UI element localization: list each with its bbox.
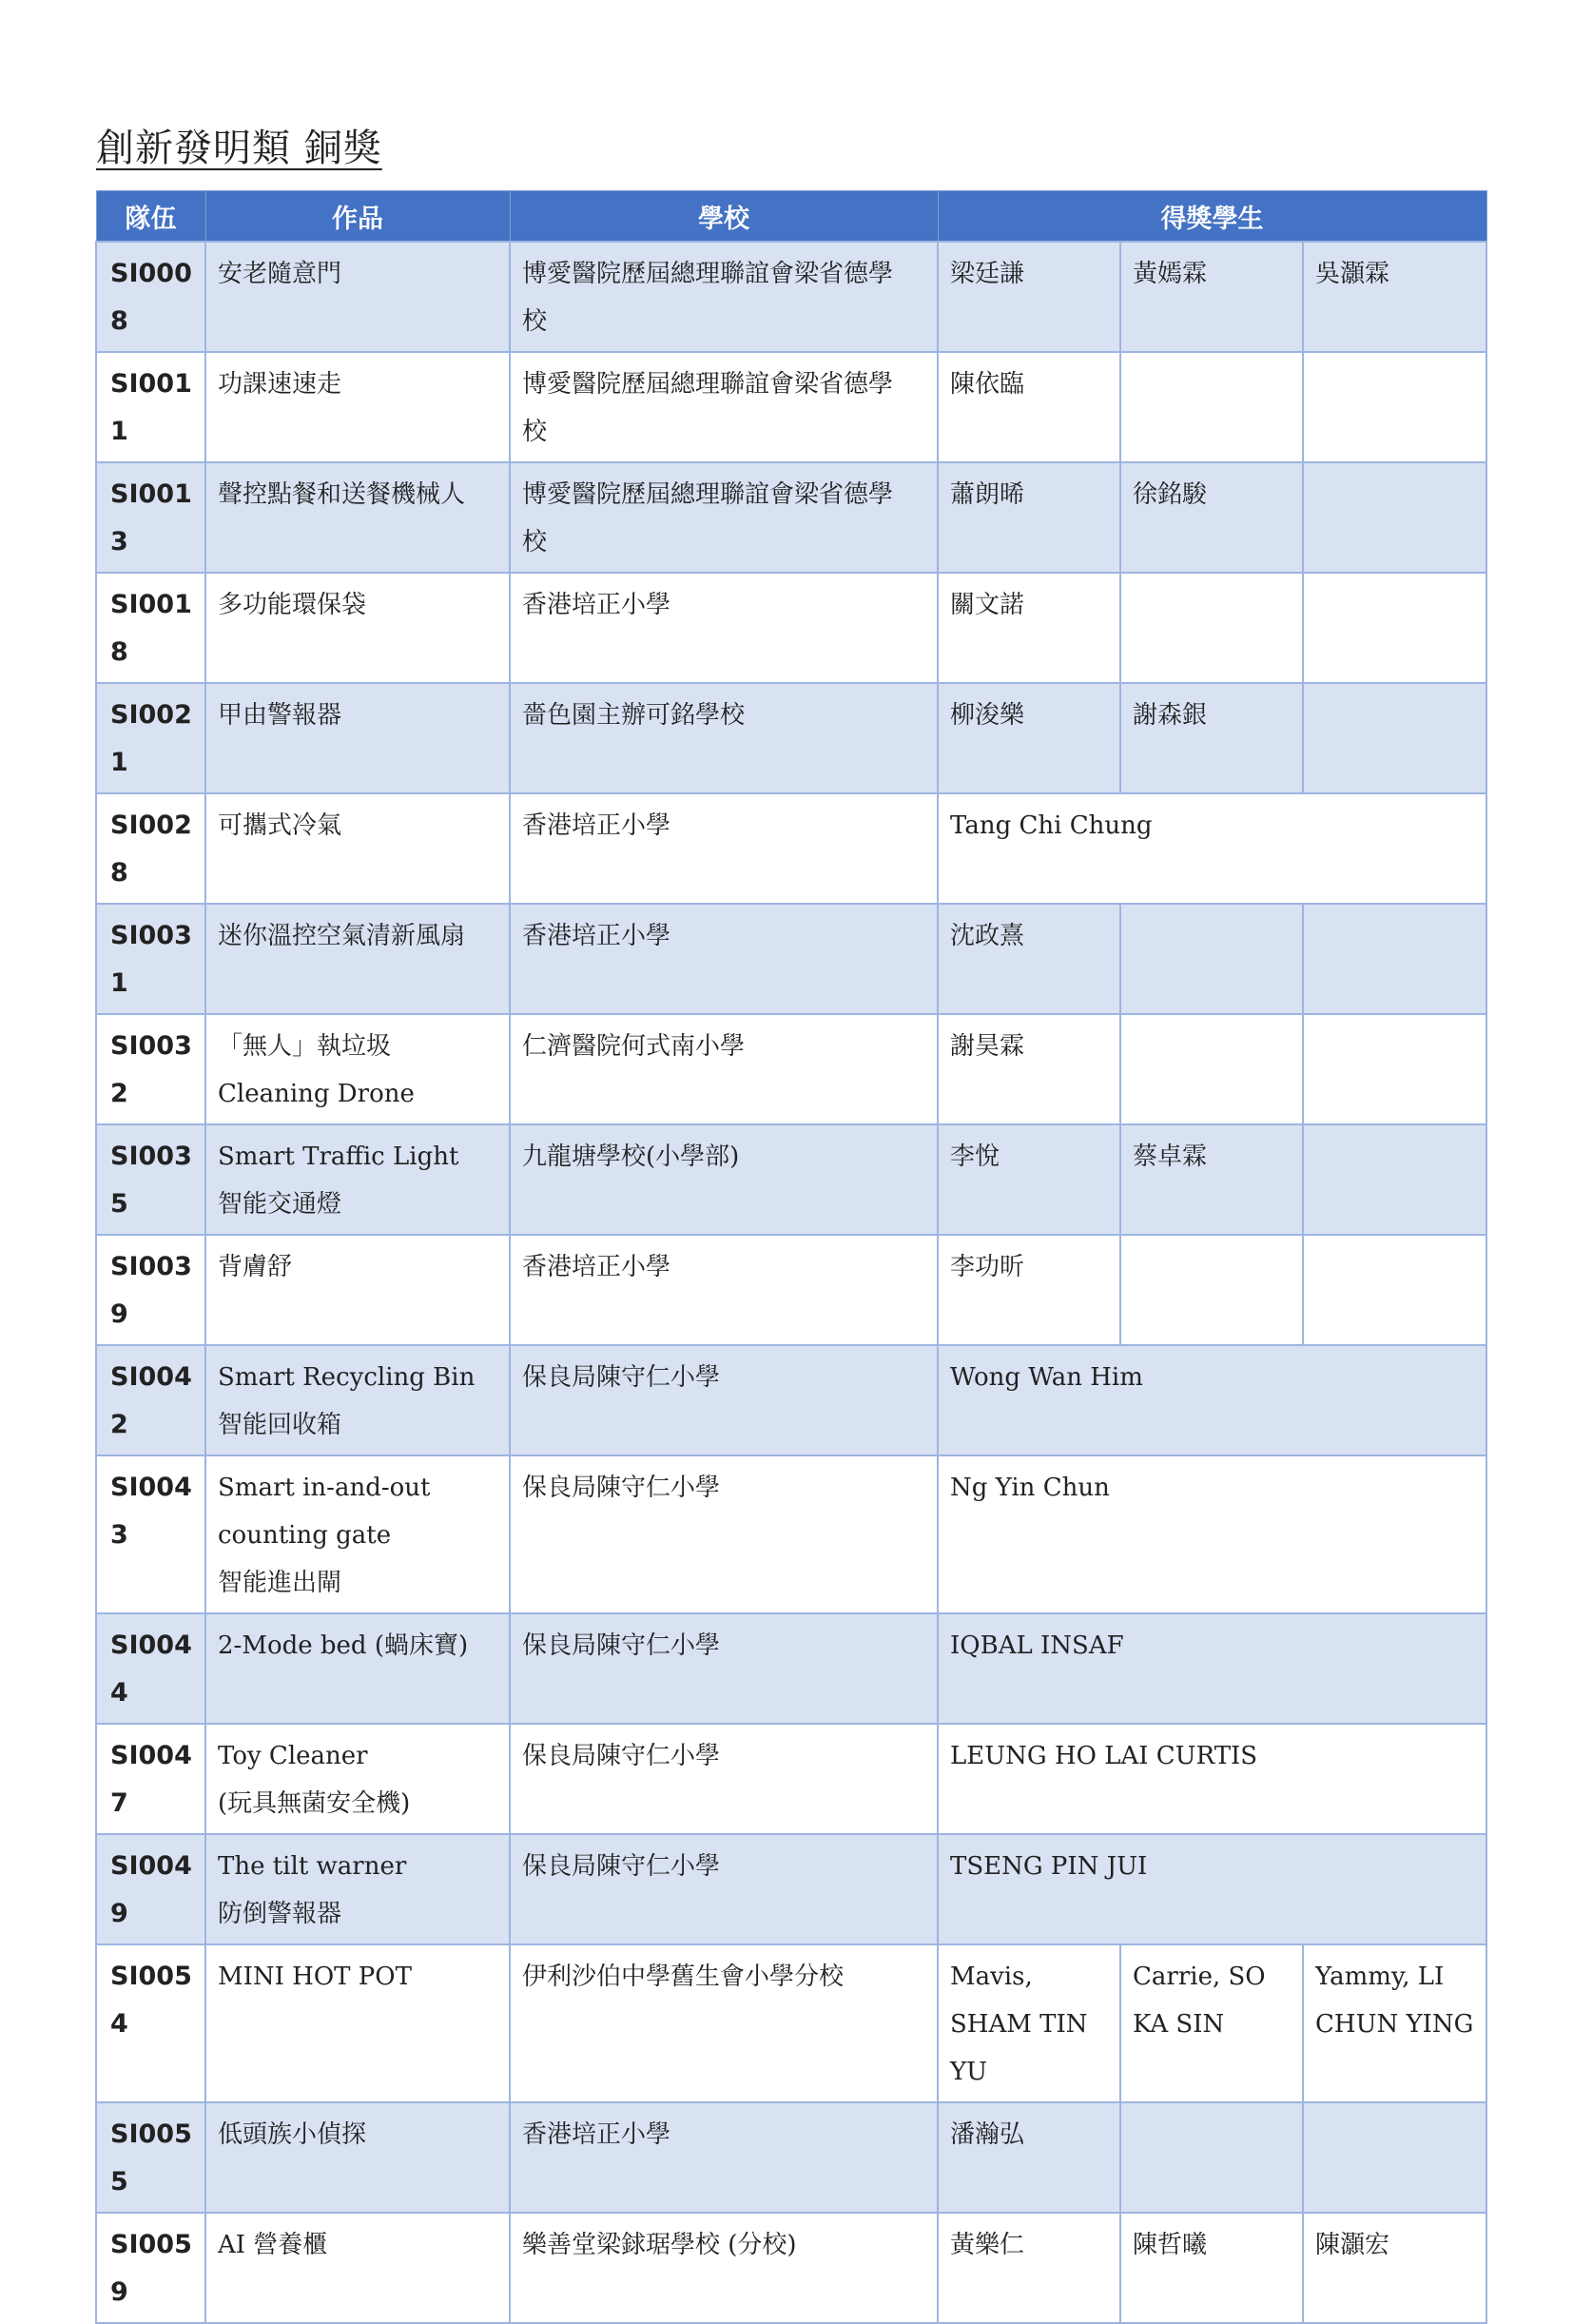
team-id: SI0008 bbox=[96, 242, 205, 352]
table-row bbox=[96, 1345, 1486, 1455]
work-name bbox=[205, 904, 510, 1014]
school-line: 仁濟醫院何式南小學 bbox=[522, 1032, 746, 1061]
school-line: 校 bbox=[522, 307, 548, 336]
school-line: 校 bbox=[522, 418, 548, 446]
work-line: AI 營養櫃 bbox=[218, 2231, 328, 2259]
school-line: 香港培正小學 bbox=[522, 811, 671, 840]
school-name bbox=[510, 793, 938, 904]
student-name bbox=[1120, 573, 1303, 683]
work-line: (玩具無菌安全機) bbox=[218, 1789, 411, 1818]
team-id: SI0043 bbox=[96, 1455, 205, 1613]
table-row bbox=[96, 1724, 1486, 1834]
team-id: SI0044 bbox=[96, 1613, 205, 1724]
work-name bbox=[205, 462, 510, 573]
work-line: MINI HOT POT bbox=[218, 1963, 412, 1991]
school-line: 伊利沙伯中學舊生會小學分校 bbox=[522, 1963, 845, 1991]
school-name bbox=[510, 2213, 938, 2323]
table-row bbox=[96, 352, 1486, 462]
school-line: 保良局陳守仁小學 bbox=[522, 1742, 721, 1770]
student-name: 徐銘駿 bbox=[1120, 462, 1303, 573]
work-name bbox=[205, 573, 510, 683]
work-line: Cleaning Drone bbox=[218, 1080, 415, 1108]
work-line: counting gate bbox=[218, 1521, 392, 1550]
school-name bbox=[510, 1014, 938, 1124]
team-id: SI0032 bbox=[96, 1014, 205, 1124]
student-name: Carrie, SO KA SIN bbox=[1120, 1944, 1303, 2102]
work-line: 多功能環保袋 bbox=[218, 591, 367, 619]
student-name: 謝森銀 bbox=[1120, 683, 1303, 793]
student-name bbox=[1303, 904, 1486, 1014]
work-line: 低頭族小偵探 bbox=[218, 2120, 367, 2149]
student-name bbox=[1303, 462, 1486, 573]
team-id: SI0059 bbox=[96, 2213, 205, 2323]
table-header-row bbox=[96, 191, 1486, 243]
team-id: SI0028 bbox=[96, 793, 205, 904]
school-name bbox=[510, 1834, 938, 1944]
work-name bbox=[205, 1124, 510, 1235]
student-name bbox=[1120, 1014, 1303, 1124]
student-name: 蕭朗晞 bbox=[938, 462, 1120, 573]
header-work: 作品 bbox=[205, 191, 510, 243]
school-name bbox=[510, 573, 938, 683]
school-line: 校 bbox=[522, 528, 548, 557]
school-line: 保良局陳守仁小學 bbox=[522, 1631, 721, 1660]
school-name bbox=[510, 1235, 938, 1345]
work-line: Smart Recycling Bin bbox=[218, 1363, 476, 1392]
school-line: 香港培正小學 bbox=[522, 922, 671, 950]
work-name bbox=[205, 793, 510, 904]
team-id: SI0013 bbox=[96, 462, 205, 573]
table-row bbox=[96, 242, 1486, 352]
header-team: 隊伍 bbox=[96, 191, 205, 243]
school-line: 博愛醫院歷屆總理聯誼會梁省德學 bbox=[522, 480, 894, 509]
team-id: SI0018 bbox=[96, 573, 205, 683]
school-line: 嗇色園主辦可銘學校 bbox=[522, 701, 746, 730]
work-name bbox=[205, 1014, 510, 1124]
work-line: 聲控點餐和送餐機械人 bbox=[218, 480, 466, 509]
work-name bbox=[205, 1613, 510, 1724]
work-name bbox=[205, 242, 510, 352]
student-name: 陳哲曦 bbox=[1120, 2213, 1303, 2323]
table-row bbox=[96, 1235, 1486, 1345]
school-name bbox=[510, 904, 938, 1014]
header-school: 學校 bbox=[510, 191, 938, 243]
table-row bbox=[96, 1124, 1486, 1235]
work-line: 智能交通燈 bbox=[218, 1190, 342, 1219]
student-name bbox=[1303, 2102, 1486, 2213]
school-name bbox=[510, 1724, 938, 1834]
student-name bbox=[1303, 1235, 1486, 1345]
work-name bbox=[205, 683, 510, 793]
table-row bbox=[96, 683, 1486, 793]
student-name: TSENG PIN JUI bbox=[938, 1834, 1486, 1944]
team-id: SI0049 bbox=[96, 1834, 205, 1944]
school-name bbox=[510, 352, 938, 462]
work-line: 功課速速走 bbox=[218, 370, 342, 399]
student-name: IQBAL INSAF bbox=[938, 1613, 1486, 1724]
team-id: SI0031 bbox=[96, 904, 205, 1014]
student-name: Yammy, LI CHUN YING bbox=[1303, 1944, 1486, 2102]
student-name bbox=[1303, 1014, 1486, 1124]
school-name bbox=[510, 1124, 938, 1235]
work-line: 智能回收箱 bbox=[218, 1411, 342, 1439]
table-row bbox=[96, 462, 1486, 573]
table-row bbox=[96, 904, 1486, 1014]
work-name bbox=[205, 352, 510, 462]
student-name: Tang Chi Chung bbox=[938, 793, 1486, 904]
table-row bbox=[96, 793, 1486, 904]
student-name: 蔡卓霖 bbox=[1120, 1124, 1303, 1235]
header-students: 得獎學生 bbox=[938, 191, 1486, 243]
school-line: 香港培正小學 bbox=[522, 2120, 671, 2149]
student-name: 柳浚樂 bbox=[938, 683, 1120, 793]
table-row bbox=[96, 1944, 1486, 2102]
student-name bbox=[1303, 352, 1486, 462]
table-row bbox=[96, 2213, 1486, 2323]
student-name: 李悅 bbox=[938, 1124, 1120, 1235]
school-line: 九龍塘學校(小學部) bbox=[522, 1142, 740, 1171]
school-line: 博愛醫院歷屆總理聯誼會梁省德學 bbox=[522, 370, 894, 399]
work-line: 迷你溫控空氣清新風扇 bbox=[218, 922, 466, 950]
student-name: 謝昊霖 bbox=[938, 1014, 1120, 1124]
team-id: SI0021 bbox=[96, 683, 205, 793]
school-line: 博愛醫院歷屆總理聯誼會梁省德學 bbox=[522, 260, 894, 288]
school-line: 保良局陳守仁小學 bbox=[522, 1852, 721, 1881]
work-name bbox=[205, 2213, 510, 2323]
student-name bbox=[1303, 1124, 1486, 1235]
team-id: SI0055 bbox=[96, 2102, 205, 2213]
student-name: LEUNG HO LAI CURTIS bbox=[938, 1724, 1486, 1834]
table-row bbox=[96, 2102, 1486, 2213]
student-name bbox=[1120, 1235, 1303, 1345]
student-name: 黃樂仁 bbox=[938, 2213, 1120, 2323]
school-line: 香港培正小學 bbox=[522, 1253, 671, 1281]
table-row bbox=[96, 573, 1486, 683]
student-name bbox=[1120, 2102, 1303, 2213]
school-name bbox=[510, 683, 938, 793]
work-line: 甲由警報器 bbox=[218, 701, 342, 730]
team-id: SI0047 bbox=[96, 1724, 205, 1834]
work-line: Toy Cleaner bbox=[218, 1742, 368, 1770]
work-name bbox=[205, 2102, 510, 2213]
work-line: 防倒警報器 bbox=[218, 1900, 342, 1928]
student-name bbox=[1303, 683, 1486, 793]
student-name: Mavis, SHAM TIN YU bbox=[938, 1944, 1120, 2102]
student-name: 吳灝霖 bbox=[1303, 242, 1486, 352]
work-name bbox=[205, 1724, 510, 1834]
student-name: 陳依臨 bbox=[938, 352, 1120, 462]
table-row bbox=[96, 1613, 1486, 1724]
student-name bbox=[1120, 904, 1303, 1014]
student-name: 關文諾 bbox=[938, 573, 1120, 683]
table-row bbox=[96, 1455, 1486, 1613]
work-line: 背膚舒 bbox=[218, 1253, 293, 1281]
work-line: 智能進出閘 bbox=[218, 1569, 342, 1597]
work-line: 可攜式冷氣 bbox=[218, 811, 342, 840]
work-line: 安老隨意門 bbox=[218, 260, 342, 288]
student-name: 梁廷謙 bbox=[938, 242, 1120, 352]
student-name: 黃嫣霖 bbox=[1120, 242, 1303, 352]
student-name: Ng Yin Chun bbox=[938, 1455, 1486, 1613]
school-name bbox=[510, 1613, 938, 1724]
table-body bbox=[96, 242, 1486, 2323]
work-line: Smart Traffic Light bbox=[218, 1142, 459, 1171]
school-line: 樂善堂梁銶琚學校 (分校) bbox=[522, 2231, 797, 2259]
work-name bbox=[205, 1235, 510, 1345]
school-name bbox=[510, 2102, 938, 2213]
table-row bbox=[96, 1014, 1486, 1124]
work-line: Smart in-and-out bbox=[218, 1474, 431, 1502]
work-line: 「無人」執垃圾 bbox=[218, 1032, 392, 1061]
student-name bbox=[1303, 573, 1486, 683]
page-title: 創新發明類 銅獎 bbox=[96, 127, 382, 170]
school-line: 香港培正小學 bbox=[522, 591, 671, 619]
work-name bbox=[205, 1834, 510, 1944]
school-name bbox=[510, 462, 938, 573]
team-id: SI0042 bbox=[96, 1345, 205, 1455]
team-id: SI0035 bbox=[96, 1124, 205, 1235]
student-name: 陳灝宏 bbox=[1303, 2213, 1486, 2323]
awards-table bbox=[95, 190, 1487, 2324]
school-name bbox=[510, 1944, 938, 2102]
school-line: 保良局陳守仁小學 bbox=[522, 1363, 721, 1392]
team-id: SI0039 bbox=[96, 1235, 205, 1345]
team-id: SI0011 bbox=[96, 352, 205, 462]
work-line: 2-Mode bed (蝸床寶) bbox=[218, 1631, 469, 1660]
work-name bbox=[205, 1455, 510, 1613]
table-row bbox=[96, 1834, 1486, 1944]
student-name: 沈政熹 bbox=[938, 904, 1120, 1014]
work-line: The tilt warner bbox=[218, 1852, 407, 1881]
work-name bbox=[205, 1345, 510, 1455]
student-name bbox=[1120, 352, 1303, 462]
student-name: 李功昕 bbox=[938, 1235, 1120, 1345]
team-id: SI0054 bbox=[96, 1944, 205, 2102]
school-name bbox=[510, 1455, 938, 1613]
school-name bbox=[510, 1345, 938, 1455]
school-line: 保良局陳守仁小學 bbox=[522, 1474, 721, 1502]
student-name: Wong Wan Him bbox=[938, 1345, 1486, 1455]
student-name: 潘瀚弘 bbox=[938, 2102, 1120, 2213]
school-name bbox=[510, 242, 938, 352]
work-name bbox=[205, 1944, 510, 2102]
